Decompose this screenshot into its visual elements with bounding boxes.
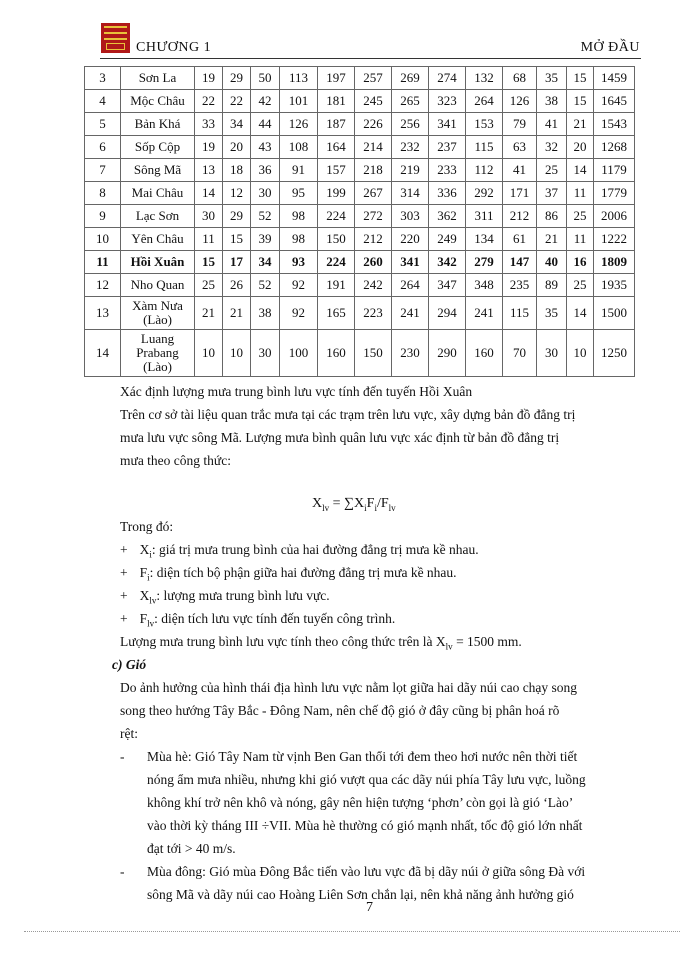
value-cell: 38 [251, 297, 280, 330]
value-cell: 218 [355, 159, 392, 182]
value-cell: 257 [355, 67, 392, 90]
where-label: Trong đó: [120, 519, 174, 534]
station-cell: Yên Châu [121, 228, 195, 251]
station-cell: Nho Quan [121, 274, 195, 297]
value-cell: 37 [537, 182, 567, 205]
station-cell: Xàm Nưa (Lào) [121, 297, 195, 330]
value-cell: 35 [537, 67, 567, 90]
value-cell: 265 [392, 90, 429, 113]
value-cell: 95 [280, 182, 318, 205]
value-cell: 13 [195, 159, 223, 182]
value-cell: 226 [355, 113, 392, 136]
value-cell: 22 [223, 90, 251, 113]
bullet-item: + $F_i$: diện tích bộ phận giữa hai đường đẳng trị mưa kề nhau. [120, 565, 457, 583]
value-cell: 256 [392, 113, 429, 136]
value-cell: 160 [318, 330, 355, 377]
value-cell: 19 [195, 136, 223, 159]
value-cell: 15 [567, 67, 594, 90]
value-cell: 14 [195, 182, 223, 205]
value-cell: 223 [355, 297, 392, 330]
value-cell: 187 [318, 113, 355, 136]
value-cell: 14 [567, 297, 594, 330]
value-cell: 224 [318, 251, 355, 274]
value-cell: 220 [392, 228, 429, 251]
value-cell: 292 [466, 182, 503, 205]
station-cell: Mộc Châu [121, 90, 195, 113]
value-cell: 25 [567, 205, 594, 228]
table-row [85, 297, 635, 330]
value-cell: 92 [280, 274, 318, 297]
row-index-cell: 13 [85, 297, 121, 330]
value-cell: 279 [466, 251, 503, 274]
value-cell: 264 [392, 274, 429, 297]
bullet-item: + $F_{lv}$: diện tích lưu vực tính đến tuyến công trình. [120, 611, 396, 629]
value-cell: 197 [318, 67, 355, 90]
value-cell: 52 [251, 274, 280, 297]
value-cell: 41 [503, 159, 537, 182]
station-cell: Lạc Sơn [121, 205, 195, 228]
summer-line: nóng ẩm mưa nhiều, nhưng khi gió vượt qua các dãy núi phía Tây lưu vực, luồng [147, 772, 586, 787]
row-index-cell: 9 [85, 205, 121, 228]
value-cell: 126 [503, 90, 537, 113]
paragraph-line: Do ảnh hưởng của hình thái địa hình lưu vực nằm lọt giữa hai dãy núi cao chạy song [120, 680, 578, 695]
row-index-cell: 4 [85, 90, 121, 113]
table-row [85, 182, 635, 205]
value-cell: 33 [195, 113, 223, 136]
value-cell: 86 [537, 205, 567, 228]
value-cell: 41 [537, 113, 567, 136]
value-cell: 112 [466, 159, 503, 182]
value-cell: 14 [567, 159, 594, 182]
value-cell: 15 [567, 90, 594, 113]
header-rule [100, 58, 641, 59]
summer-line: đạt tới > 40 m/s. [147, 841, 236, 856]
value-cell: 342 [429, 251, 466, 274]
row-index-cell: 6 [85, 136, 121, 159]
row-index-cell: 8 [85, 182, 121, 205]
value-cell: 10 [567, 330, 594, 377]
value-cell: 17 [223, 251, 251, 274]
chapter-label: CHƯƠNG 1 [136, 40, 212, 55]
footer-rule [24, 931, 680, 932]
value-cell: 311 [466, 205, 503, 228]
table-row [85, 159, 635, 182]
value-cell: 157 [318, 159, 355, 182]
value-cell: 274 [429, 67, 466, 90]
value-cell: 191 [318, 274, 355, 297]
value-cell: 1935 [594, 274, 635, 297]
value-cell: 241 [392, 297, 429, 330]
value-cell: 232 [392, 136, 429, 159]
value-cell: 233 [429, 159, 466, 182]
value-cell: 91 [280, 159, 318, 182]
value-cell: 134 [466, 228, 503, 251]
value-cell: 34 [223, 113, 251, 136]
value-cell: 25 [195, 274, 223, 297]
value-cell: 25 [537, 159, 567, 182]
value-cell: 242 [355, 274, 392, 297]
value-cell: 89 [537, 274, 567, 297]
summer-line: vào thời kỳ tháng III ÷VII. Mùa hè thường có gió mạnh nhất, tốc độ gió lớn nhất [147, 818, 583, 833]
value-cell: 245 [355, 90, 392, 113]
rainfall-table [84, 66, 635, 377]
value-cell: 15 [195, 251, 223, 274]
row-index-cell: 3 [85, 67, 121, 90]
value-cell: 101 [280, 90, 318, 113]
value-cell: 2006 [594, 205, 635, 228]
row-index-cell: 14 [85, 330, 121, 377]
value-cell: 21 [567, 113, 594, 136]
table-row [85, 136, 635, 159]
paragraph-line: rệt: [120, 726, 138, 741]
station-cell: Luang Prabang (Lào) [121, 330, 195, 377]
value-cell: 341 [392, 251, 429, 274]
plus-bullet: + [120, 542, 128, 557]
value-cell: 160 [466, 330, 503, 377]
value-cell: 113 [280, 67, 318, 90]
value-cell: 68 [503, 67, 537, 90]
row-index-cell: 10 [85, 228, 121, 251]
value-cell: 22 [195, 90, 223, 113]
value-cell: 267 [355, 182, 392, 205]
value-cell: 12 [223, 182, 251, 205]
section-label: MỞ ĐẦU [580, 40, 640, 55]
station-cell: Hồi Xuân [121, 251, 195, 274]
value-cell: 126 [280, 113, 318, 136]
value-cell: 150 [355, 330, 392, 377]
value-cell: 1179 [594, 159, 635, 182]
value-cell: 10 [195, 330, 223, 377]
value-cell: 199 [318, 182, 355, 205]
value-cell: 52 [251, 205, 280, 228]
row-index-cell: 5 [85, 113, 121, 136]
value-cell: 1268 [594, 136, 635, 159]
row-index-cell: 7 [85, 159, 121, 182]
value-cell: 38 [537, 90, 567, 113]
summer-line: không khí trở nên khô và nóng, gây nên hiện tượng ‘phơn’ còn gọi là gió ‘Lào’ [147, 795, 574, 810]
value-cell: 26 [223, 274, 251, 297]
paragraph-line: mưa theo công thức: [120, 453, 231, 468]
value-cell: 224 [318, 205, 355, 228]
value-cell: 181 [318, 90, 355, 113]
value-cell: 98 [280, 205, 318, 228]
value-cell: 348 [466, 274, 503, 297]
station-cell: Mai Châu [121, 182, 195, 205]
station-cell: Sốp Cộp [121, 136, 195, 159]
row-index-cell: 11 [85, 251, 121, 274]
station-cell: Sông Mã [121, 159, 195, 182]
value-cell: 336 [429, 182, 466, 205]
value-cell: 237 [429, 136, 466, 159]
value-cell: 15 [223, 228, 251, 251]
value-cell: 314 [392, 182, 429, 205]
value-cell: 21 [195, 297, 223, 330]
value-cell: 29 [223, 205, 251, 228]
value-cell: 50 [251, 67, 280, 90]
table-row [85, 67, 635, 90]
value-cell: 43 [251, 136, 280, 159]
value-cell: 230 [392, 330, 429, 377]
table-row [85, 90, 635, 113]
value-cell: 362 [429, 205, 466, 228]
value-cell: 39 [251, 228, 280, 251]
table-row [85, 113, 635, 136]
value-cell: 18 [223, 159, 251, 182]
value-cell: 93 [280, 251, 318, 274]
value-cell: 294 [429, 297, 466, 330]
value-cell: 212 [503, 205, 537, 228]
paragraph-line: song theo hướng Tây Bắc - Đông Nam, nên chế độ gió ở đây cũng bị phân hoá rõ [120, 703, 560, 718]
value-cell: 30 [195, 205, 223, 228]
station-cell: Sơn La [121, 67, 195, 90]
paragraph-line: Trên cơ sở tài liệu quan trắc mưa tại các trạm trên lưu vực, xây dựng bản đồ đẳng trị [120, 407, 576, 422]
value-cell: 1779 [594, 182, 635, 205]
plus-bullet: + [120, 565, 128, 580]
value-cell: 147 [503, 251, 537, 274]
winter-line: sông Mã và dãy núi cao Hoàng Liên Sơn chắn lại, nên khả năng ảnh hưởng gió [147, 887, 574, 902]
value-cell: 165 [318, 297, 355, 330]
value-cell: 40 [537, 251, 567, 274]
value-cell: 171 [503, 182, 537, 205]
dash-bullet: - [120, 864, 125, 879]
value-cell: 269 [392, 67, 429, 90]
paragraph-intro: Xác định lượng mưa trung bình lưu vực tính đến tuyến Hồi Xuân [120, 384, 473, 399]
value-cell: 272 [355, 205, 392, 228]
table-row [85, 274, 635, 297]
plus-bullet: + [120, 588, 128, 603]
value-cell: 164 [318, 136, 355, 159]
formula: $X_{lv} = \sum X_iF_i/F_{lv}$ [312, 496, 396, 513]
value-cell: 290 [429, 330, 466, 377]
value-cell: 1250 [594, 330, 635, 377]
page-number: 7 [366, 900, 373, 915]
value-cell: 108 [280, 136, 318, 159]
value-cell: 92 [280, 297, 318, 330]
value-cell: 20 [223, 136, 251, 159]
value-cell: 153 [466, 113, 503, 136]
bullet-item: + $X_{lv}$: lượng mưa trung bình lưu vực. [120, 588, 330, 606]
value-cell: 150 [318, 228, 355, 251]
value-cell: 1222 [594, 228, 635, 251]
value-cell: 235 [503, 274, 537, 297]
value-cell: 25 [567, 274, 594, 297]
value-cell: 1543 [594, 113, 635, 136]
value-cell: 214 [355, 136, 392, 159]
value-cell: 10 [223, 330, 251, 377]
bullet-item: + $X_i$: giá trị mưa trung bình của hai đường đẳng trị mưa kề nhau. [120, 542, 479, 560]
value-cell: 303 [392, 205, 429, 228]
value-cell: 19 [195, 67, 223, 90]
value-cell: 11 [195, 228, 223, 251]
value-cell: 30 [251, 182, 280, 205]
value-cell: 63 [503, 136, 537, 159]
value-cell: 115 [466, 136, 503, 159]
value-cell: 36 [251, 159, 280, 182]
value-cell: 34 [251, 251, 280, 274]
value-cell: 341 [429, 113, 466, 136]
value-cell: 11 [567, 182, 594, 205]
value-cell: 42 [251, 90, 280, 113]
value-cell: 30 [251, 330, 280, 377]
value-cell: 249 [429, 228, 466, 251]
value-cell: 20 [567, 136, 594, 159]
value-cell: 98 [280, 228, 318, 251]
plus-bullet: + [120, 611, 128, 626]
value-cell: 21 [537, 228, 567, 251]
table-row [85, 228, 635, 251]
summer-line: Mùa hè: Gió Tây Nam từ vịnh Ben Gan thổi tới đem theo hơi nước nên thời tiết [147, 749, 578, 764]
value-cell: 29 [223, 67, 251, 90]
value-cell: 100 [280, 330, 318, 377]
value-cell: 241 [466, 297, 503, 330]
university-logo [101, 23, 130, 53]
value-cell: 260 [355, 251, 392, 274]
value-cell: 30 [537, 330, 567, 377]
dash-bullet: - [120, 749, 125, 764]
value-cell: 61 [503, 228, 537, 251]
table-row [85, 251, 635, 274]
value-cell: 1809 [594, 251, 635, 274]
value-cell: 1645 [594, 90, 635, 113]
winter-line: Mùa đông: Gió mùa Đông Bắc tiến vào lưu vực đã bị dãy núi ở giữa sông Đà với [147, 864, 586, 879]
value-cell: 21 [223, 297, 251, 330]
table-row [85, 330, 635, 377]
station-cell: Bản Khá [121, 113, 195, 136]
value-cell: 115 [503, 297, 537, 330]
value-cell: 79 [503, 113, 537, 136]
table-row [85, 205, 635, 228]
value-cell: 323 [429, 90, 466, 113]
value-cell: 35 [537, 297, 567, 330]
value-cell: 1500 [594, 297, 635, 330]
row-index-cell: 12 [85, 274, 121, 297]
paragraph-line: mưa lưu vực sông Mã. Lượng mưa bình quân lưu vực xác định từ bản đồ đẳng trị [120, 430, 560, 445]
result-line: Lượng mưa trung bình lưu vực tính theo công thức trên là $X_{lv} = 1500$ mm. [120, 634, 522, 652]
value-cell: 264 [466, 90, 503, 113]
section-heading-wind: c) Gió [112, 657, 147, 672]
value-cell: 212 [355, 228, 392, 251]
value-cell: 1459 [594, 67, 635, 90]
value-cell: 44 [251, 113, 280, 136]
value-cell: 16 [567, 251, 594, 274]
value-cell: 70 [503, 330, 537, 377]
value-cell: 32 [537, 136, 567, 159]
value-cell: 11 [567, 228, 594, 251]
value-cell: 132 [466, 67, 503, 90]
value-cell: 219 [392, 159, 429, 182]
value-cell: 347 [429, 274, 466, 297]
